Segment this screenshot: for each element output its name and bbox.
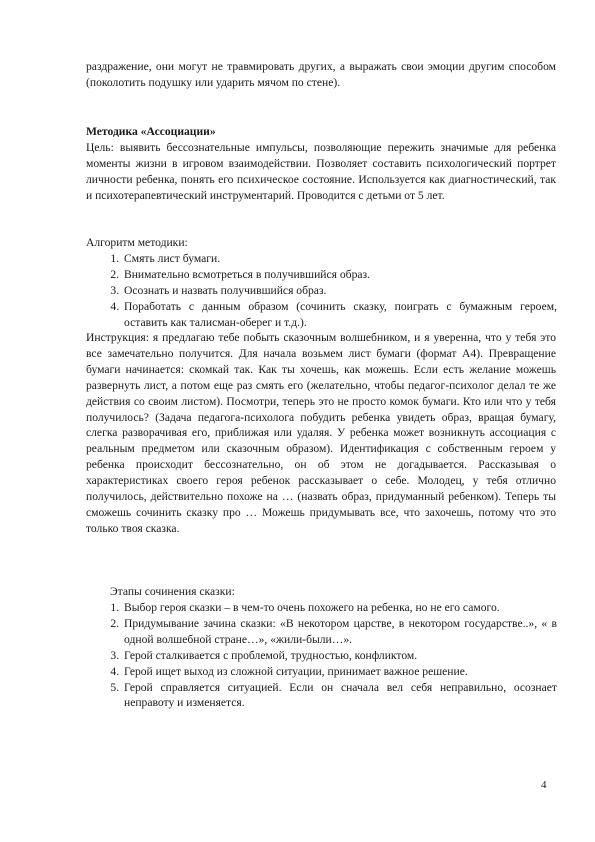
- algorithm-title: Алгоритм методики:: [86, 236, 188, 249]
- stages-title: Этапы сочинения сказки:: [110, 585, 235, 598]
- stage-item: 4. Герой ищет выход из сложной ситуации, принимает важное решение.: [122, 664, 557, 680]
- page-number: 4: [541, 779, 547, 791]
- intro-paragraph: раздражение, они могут не травмировать других, а выражать свои эмоции другим способом (поколотить подушку или ударить мячом по стене).: [86, 60, 556, 89]
- stage-item: 2. Придумывание зачина сказки: «В некотором царстве, в некотором государстве..», « в одной волшебной стране…», «жили-были…».: [122, 616, 557, 648]
- algorithm-steps-list: [86, 251, 557, 331]
- goal-paragraph: Цель: выявить бессознательные импульсы, позволяющие пережить значимые для ребенка моменты жизни в игровом взаимодействии. Позволяет составить психологический портрет личности ребенка, понять его психическое состояние. Используется как диагностический, так и психотерапевтический инструментарий. Проводится с детьми от 5 лет.: [86, 141, 556, 202]
- section-title: Методика «Ассоциации»: [86, 125, 216, 138]
- algorithm-step: 3. Осознать и назвать получившийся образ.: [122, 283, 557, 299]
- stage-item: 1. Выбор героя сказки – в чем-то очень похожего на ребенка, но не его самого.: [122, 600, 557, 616]
- algorithm-step: 4. Поработать с данным образом (сочинить сказку, поиграть с бумажным героем, оставить как талисман-оберег и т.д.).: [122, 299, 557, 331]
- algorithm-step: 1. Смять лист бумаги.: [122, 251, 557, 267]
- stage-item: 3. Герой сталкивается с проблемой, трудностью, конфликтом.: [122, 648, 557, 664]
- algorithm-step: 2. Внимательно всмотреться в получившийся образ.: [122, 267, 557, 283]
- stage-item: 5. Герой справляется ситуацией. Если он сначала вел себя неправильно, осознает неправоту и изменяется.: [122, 680, 557, 712]
- stages-list: [86, 600, 557, 711]
- instruction-paragraph: Инструкция: я предлагаю тебе побыть сказочным волшебником, и я уверенна, что у тебя это все замечательно получится. Для начала возьмем лист бумаги (формат А4). Превращение бумаги начинается: скомкай так. Как ты хочешь, как можешь. Если есть желание можешь развернуть лист, а потом еще раз смять его (желательно, чтобы педагог-психолог делал те же действия со своим листом). Посмотри, теперь это не просто комок бумаги. Кто или что у тебя получилось? (Задача педагога-психолога побудить ребенка увидеть образ, вращая бумагу, слегка разворачивая его, приближая или удаляя. У ребенка может возникнуть ассоциация с реальным предметом или сказочным образом). Идентификация с собственным героем у ребенка происходит бессознательно, он об этом не догадывается. Рассказывая о характеристиках своего героя ребенок рассказывает о себе. Молодец, у тебя отлично получилось, действительно похоже на … (назвать образ, придуманный ребенком). Теперь ты сможешь сочинить сказку про … Можешь придумывать все, что захочешь, потому что это только твоя сказка.: [86, 331, 556, 535]
